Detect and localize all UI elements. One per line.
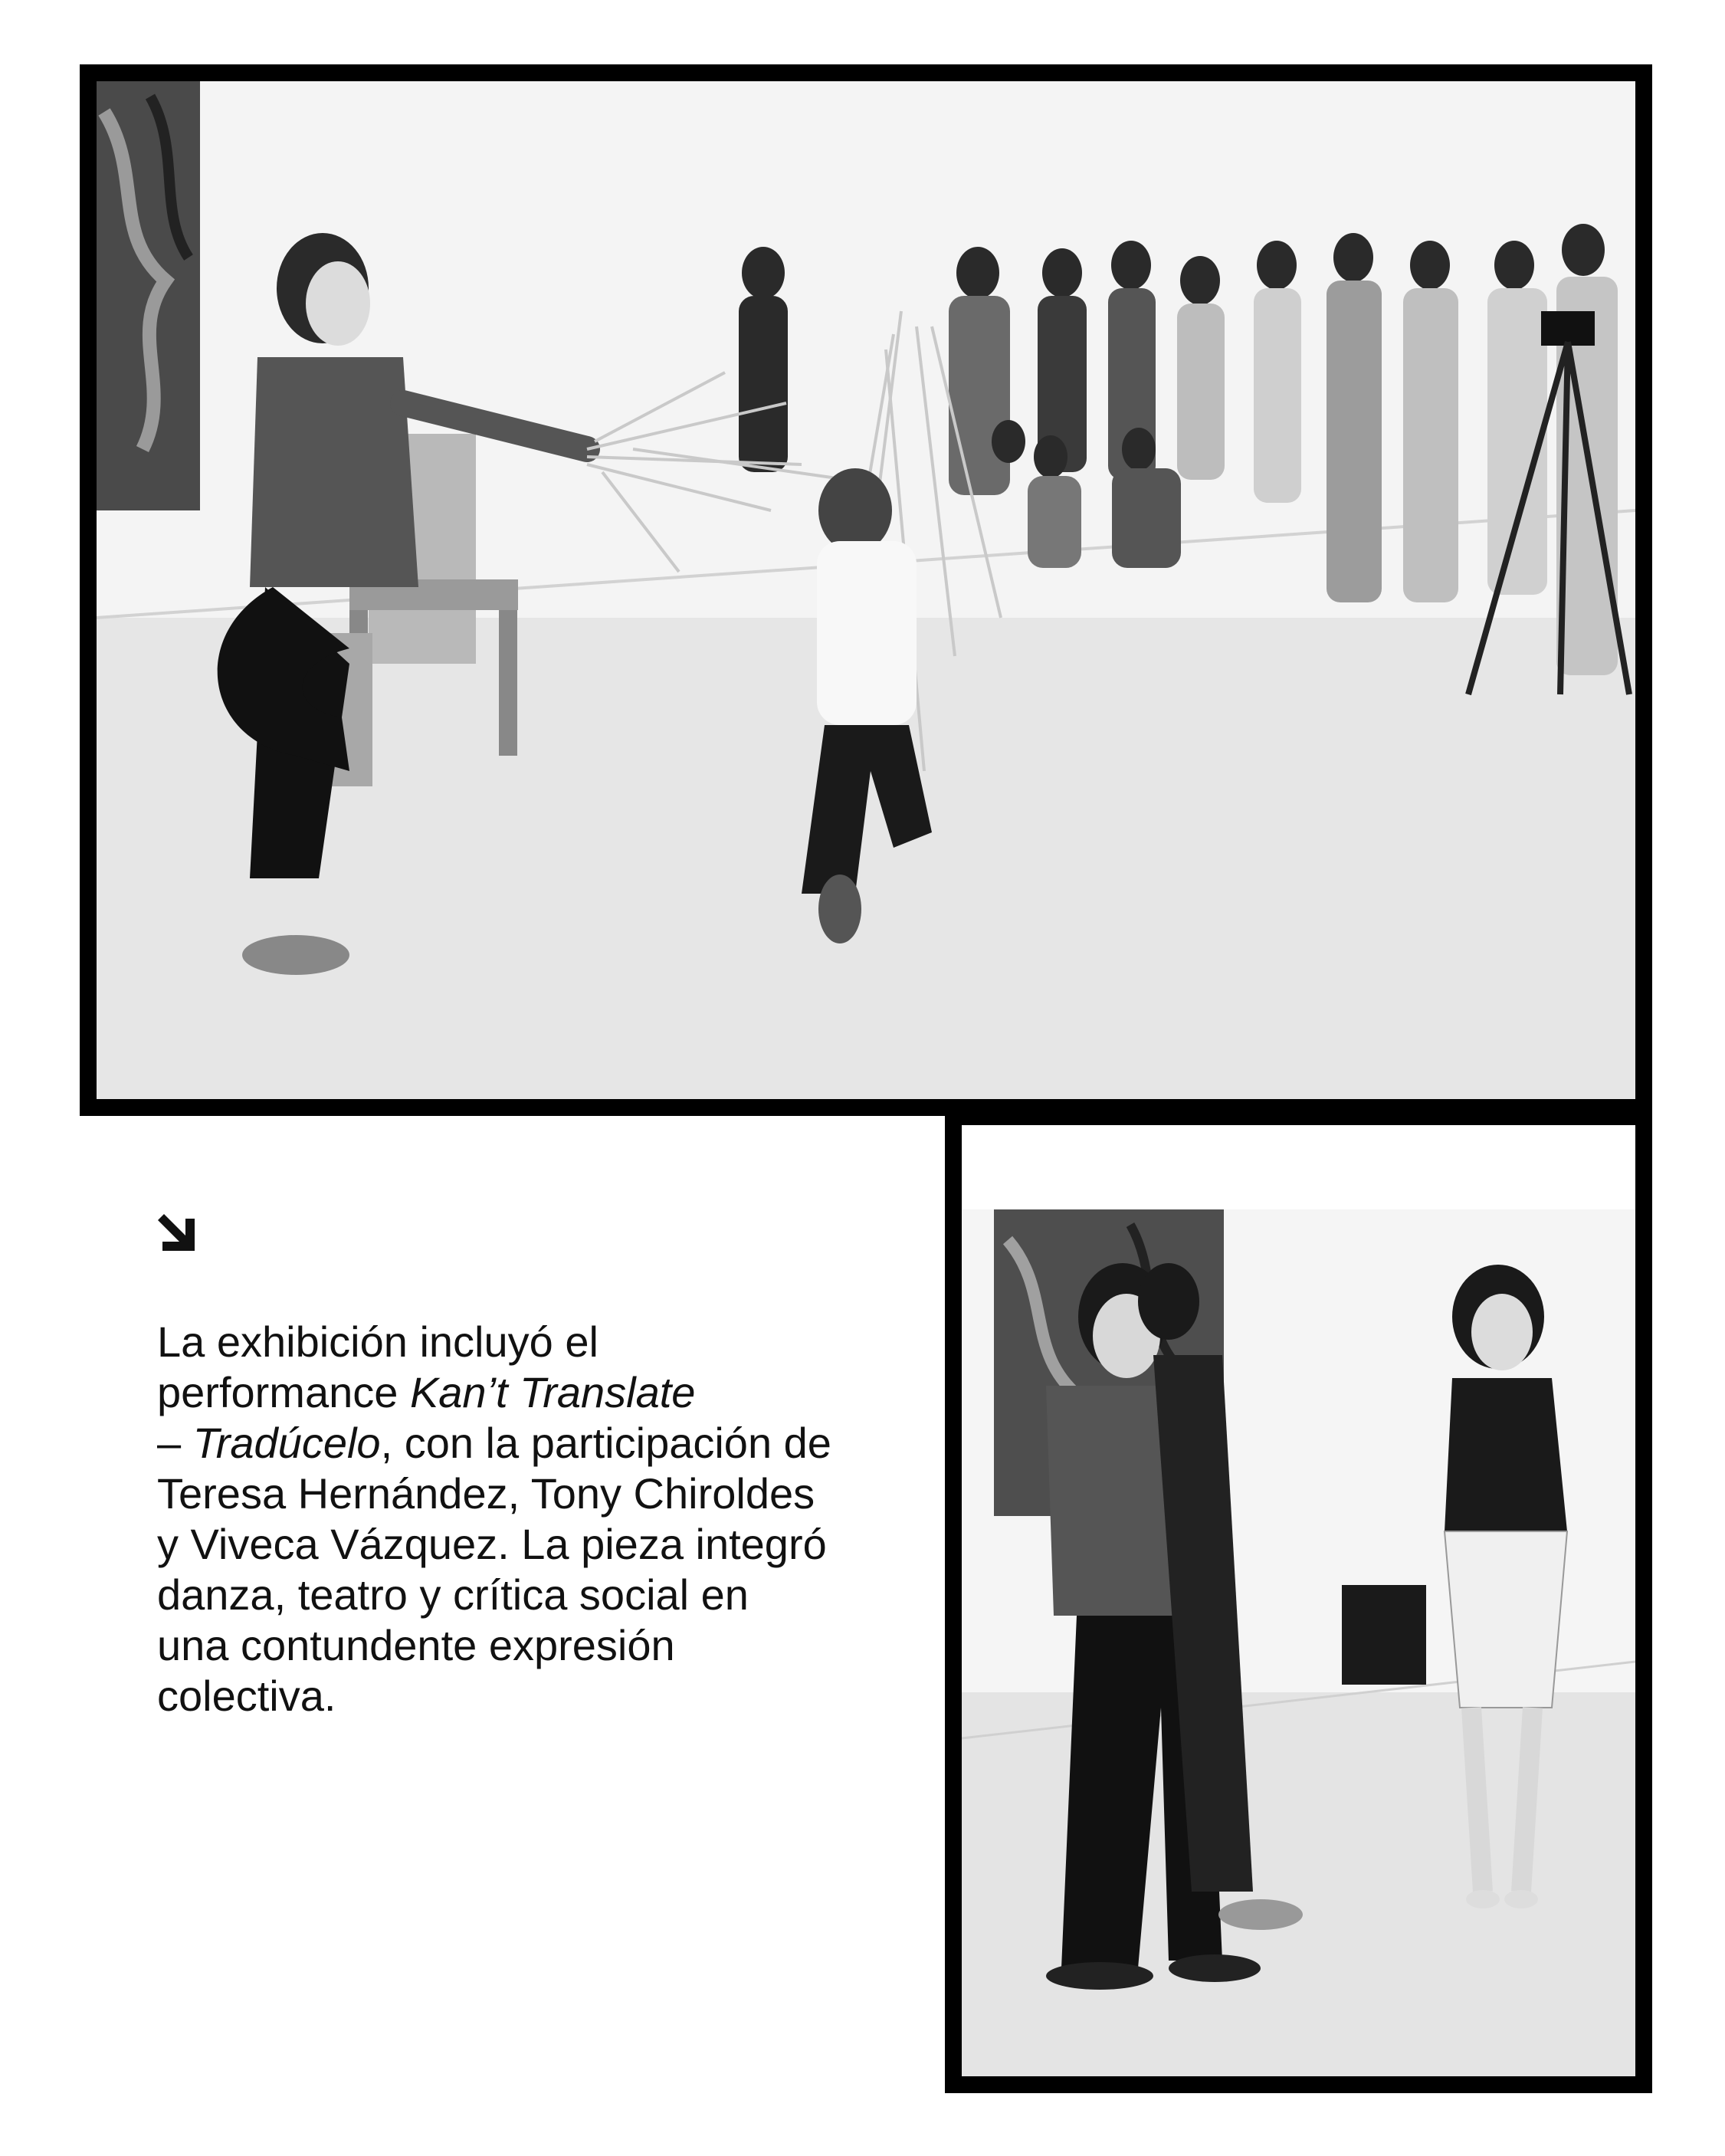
arrow-down-right-icon	[155, 1211, 199, 1255]
performance-photo-top	[80, 64, 1652, 1116]
caption-rest: , con la participación de Teresa Hernández, Tony Chiroldes y Viveca Vázquez. La pieza integró danza, teatro y crítica social en una contundente expresión colectiva.	[157, 1419, 831, 1720]
performance-photo-top-image	[97, 81, 1635, 1099]
caption-title-part2: Tradúcelo	[192, 1419, 381, 1467]
caption-text	[157, 1317, 831, 1721]
performance-photo-bottom	[945, 1108, 1652, 2093]
performance-photo-bottom-image	[962, 1125, 1635, 2076]
caption-dash: –	[157, 1419, 193, 1467]
caption-title-part1: Kan’t Translate	[409, 1368, 696, 1416]
caption-intro: La exhibición incluyó el performance	[157, 1318, 599, 1416]
